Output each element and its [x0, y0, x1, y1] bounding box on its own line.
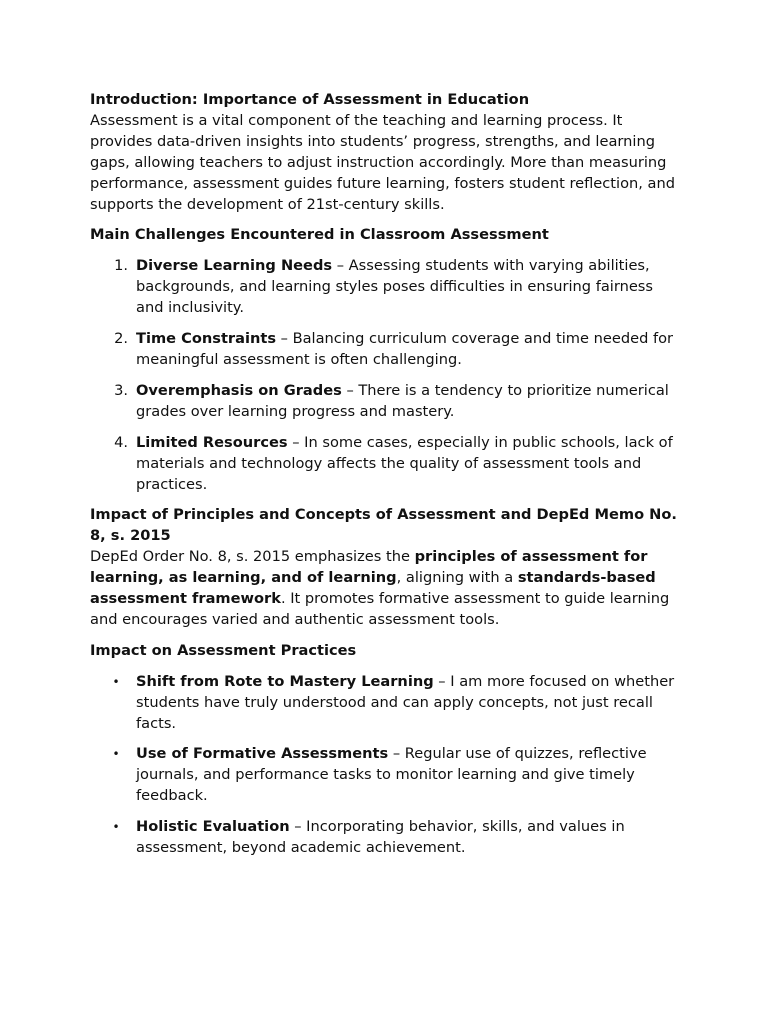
- impact-principles-heading: Impact of Principles and Concepts of Assessment and DepEd Memo No. 8, s. 2015: [90, 506, 677, 545]
- challenge-item: [90, 329, 678, 371]
- challenge-desc: – In some cases, especially in public schools, lack of materials and technology affects the quality of assessment tools and practices.: [136, 433, 673, 493]
- challenges-list: [90, 256, 678, 495]
- paragraph-bold-text: principles of assessment for learning, as learning, and of learning: [90, 548, 648, 587]
- practice-term: Shift from Rote to Mastery Learning: [136, 672, 434, 690]
- list-number: 4.: [114, 433, 128, 451]
- list-number: 2.: [114, 330, 128, 348]
- practice-desc: – Incorporating behavior, skills, and values in assessment, beyond academic achievement.: [136, 818, 625, 857]
- practices-heading: Impact on Assessment Practices: [90, 641, 357, 659]
- challenge-term: Time Constraints: [136, 330, 277, 348]
- impact-principles-paragraph: [90, 547, 678, 631]
- challenge-term: Overemphasis on Grades: [136, 381, 342, 399]
- bullet-icon: •: [112, 820, 120, 835]
- intro-heading: Introduction: Importance of Assessment in Education: [90, 91, 530, 108]
- list-number: 1.: [114, 257, 128, 275]
- intro-paragraph: Assessment is a vital component of the teaching and learning process. It provides data-driven insights into students’ progress, strengths, and learning gaps, allowing teachers to adjust instruction accordingly. More than measuring performance, assessment guides future learning, fosters student reflection, and supports the development of 21st-century skills.: [90, 111, 675, 213]
- challenge-desc: – Balancing curriculum coverage and time needed for meaningful assessment is often challenging.: [136, 330, 674, 368]
- paragraph-text: , aligning with a: [396, 569, 518, 587]
- practice-desc: – I am more focused on whether students have truly understood and can apply concepts, not just recall facts.: [136, 672, 675, 732]
- practice-item: [90, 817, 678, 859]
- paragraph-text: . It promotes formative assessment to guide learning and encourages varied and authentic assessment tools.: [90, 590, 670, 628]
- practice-desc: – Regular use of quizzes, reflective journals, and performance tasks to monitor learning and give timely feedback.: [136, 745, 647, 805]
- practice-term: Holistic Evaluation: [136, 818, 290, 836]
- list-number: 3.: [114, 381, 128, 399]
- practice-term: Use of Formative Assessments: [136, 745, 389, 763]
- practice-item: [90, 672, 678, 735]
- challenge-desc: – Assessing students with varying abilities, backgrounds, and learning styles poses difficulties in ensuring fairness and inclusivity.: [136, 257, 654, 317]
- challenge-term: Limited Resources: [136, 433, 288, 451]
- challenge-item: [90, 433, 678, 496]
- challenge-desc: – There is a tendency to prioritize numerical grades over learning progress and mastery.: [136, 381, 669, 420]
- challenges-heading: Main Challenges Encountered in Classroom Assessment: [90, 226, 549, 244]
- challenge-term: Diverse Learning Needs: [136, 257, 333, 275]
- bullet-icon: •: [112, 674, 120, 689]
- challenge-item: [90, 381, 678, 423]
- practices-list: [90, 672, 678, 859]
- paragraph-bold-text: standards-based assessment framework: [90, 569, 656, 608]
- challenge-item: [90, 256, 678, 319]
- paragraph-text: DepEd Order No. 8, s. 2015 emphasizes the: [90, 548, 415, 566]
- practice-item: [90, 744, 678, 807]
- document-page: [90, 90, 678, 859]
- bullet-icon: •: [112, 747, 120, 762]
